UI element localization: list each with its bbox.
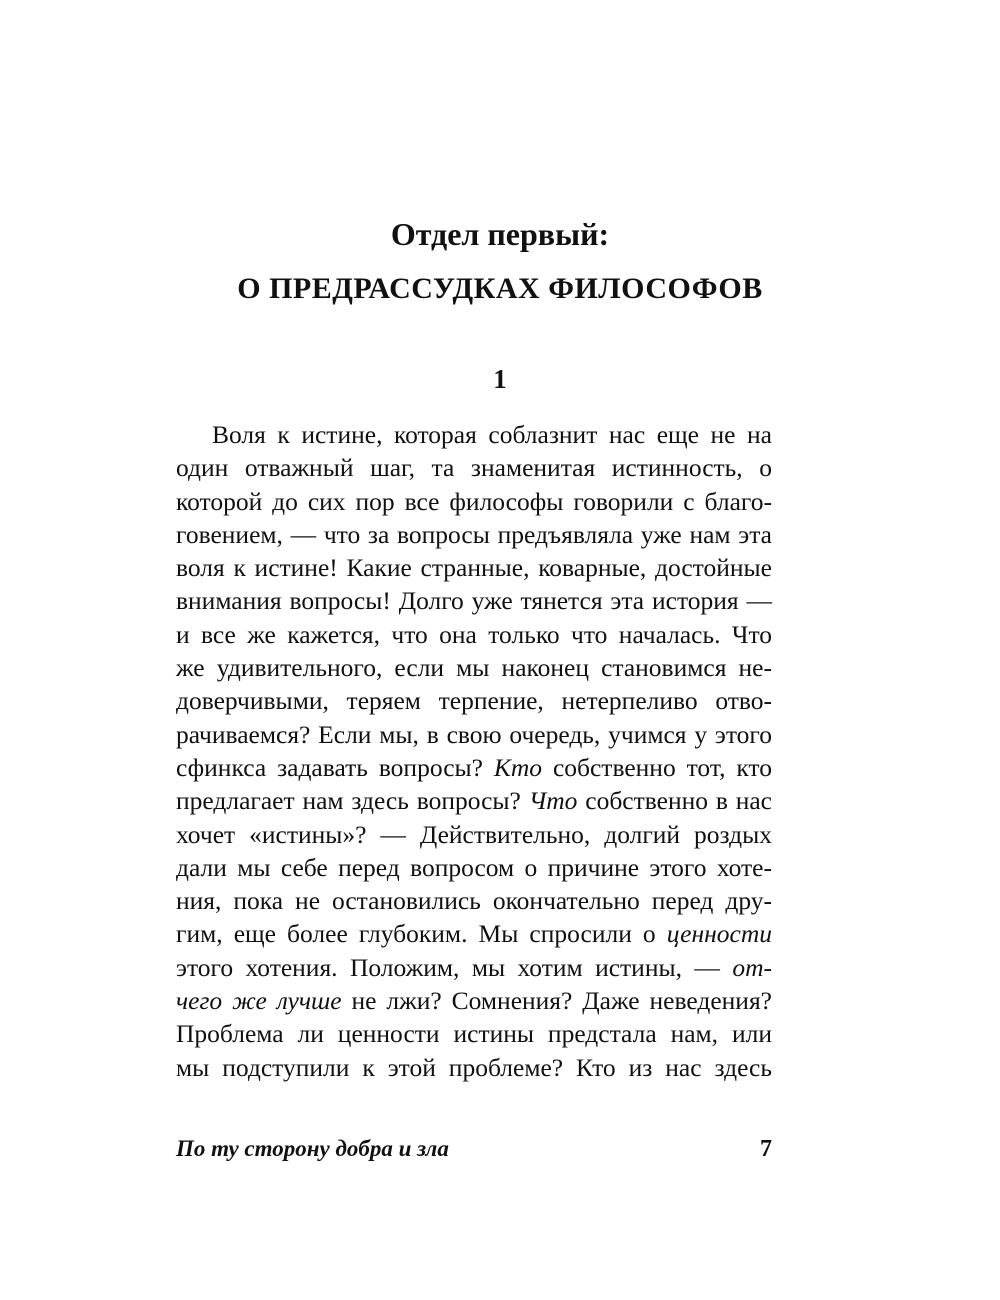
text-line [176,1017,772,1050]
text-line [176,718,772,751]
running-title: По ту сторону добра и зла [176,1136,449,1161]
text-segment: один отважный шаг, та знаменитая истинность, о [176,453,772,483]
text-segment: хочет «истины»? — Действительно, долгий роздых [176,819,772,849]
italic-text: Кто [493,752,543,782]
text-segment: Воля к истине, которая соблазнит нас еще не на [212,420,772,449]
body-text [176,418,772,1084]
text-line [176,784,772,817]
text-line [176,917,772,950]
text-segment: этого хотения. Положим, мы хотим истины, — [176,952,733,982]
page-number: 7 [760,1136,772,1162]
text-line [176,1051,772,1084]
text-segment: внимания вопросы! Долго уже тянется эта история — [176,586,772,616]
text-segment: доверчивыми, теряем терпение, нетерпеливо отво- [176,686,772,716]
text-line [176,851,772,884]
italic-text: ценности [666,919,772,949]
text-segment: и все же кажется, что она только что началась. Что [176,619,772,649]
text-segment: сфинкса задавать вопросы? [176,752,494,782]
text-line [176,584,772,617]
text-line [176,751,772,784]
text-line [176,684,772,717]
italic-text: Что [528,786,578,816]
section-title: О ПРЕДРАССУДКАХ ФИЛОСОФОВ [237,272,763,305]
text-line [176,618,772,651]
text-segment: которой до сих пор все философы говорили с благо- [176,486,772,516]
text-segment: же удивительного, если мы наконец становимся не- [176,653,772,683]
text-segment: собственно в нас [577,786,772,816]
section-heading: Отдел первый: [390,216,610,252]
text-segment: ния, пока не остановились окончательно перед дру- [176,886,772,916]
text-segment: дали мы себе перед вопросом о причине этого хоте- [176,852,772,882]
text-segment: гим, еще более глубоким. Мы спросили о [176,919,667,949]
text-line [176,485,772,518]
text-line [176,518,772,551]
text-segment: говением, — что за вопросы предъявляла уже нам эта [176,519,772,549]
text-line [176,951,772,984]
text-line [176,451,772,484]
page-footer [176,1136,772,1172]
text-segment: собственно тот, кто [542,752,772,782]
italic-text: чего же лучше [176,986,342,1016]
text-line [176,651,772,684]
text-segment: не лжи? Сомнения? Даже неведения? [341,986,772,1016]
text-line [176,551,772,584]
text-segment: мы подступили к этой проблеме? Кто из нас здесь [176,1052,772,1082]
text-line [176,884,772,917]
text-segment: предлагает нам здесь вопросы? [176,786,529,816]
text-segment: воля к истине! Какие странные, коварные, достойные [176,553,772,583]
text-line [176,984,772,1017]
text-line [176,418,772,451]
aphorism-number: 1 [493,364,507,394]
text-segment: рачиваемся? Если мы, в свою очередь, учимся у этого [176,719,772,749]
text-segment: Проблема ли ценности истины предстала нам, или [176,1019,772,1049]
text-line [176,818,772,851]
italic-text: от- [732,952,772,982]
